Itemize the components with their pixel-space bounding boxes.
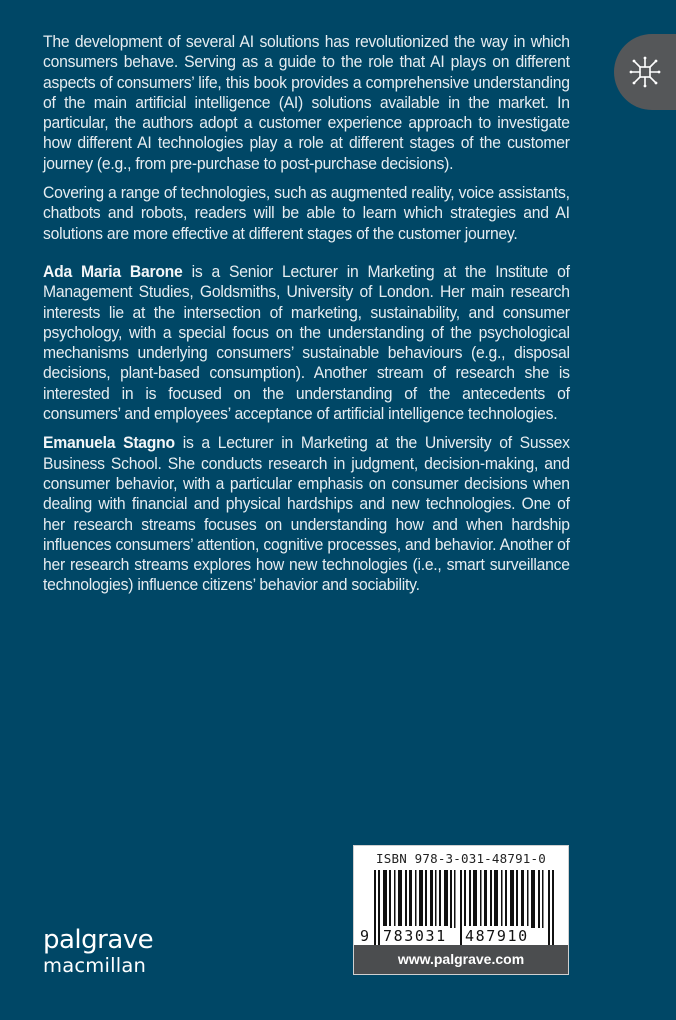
publisher-side-tab [614, 34, 676, 110]
author-bio-text: is a Senior Lecturer in Marketing at the Institute of Management Studies, Goldsmiths, University of London. Her main research interests lie at the intersection of marketing, sustainability, and consumer psychology, with a special focus on the understanding of the psychological mechanisms underlying consumers’ sustainable behaviours (e.g., disposal decisions, plant-based consumption). Another stream of research she is interested in is focused on the understanding of the antecedents of consumers’ and employees’ acceptance of artificial intelligence technologies. [43, 262, 570, 424]
author-name: Emanuela Stagno [43, 434, 175, 453]
logo-palgrave: palgrave [43, 925, 154, 955]
back-cover-text [43, 32, 570, 596]
author-name: Ada Maria Barone [43, 262, 183, 281]
blurb-paragraph-1: The development of several AI solutions has revolutionized the way in which consumers behave. Serving as a guide to the role that AI plays on different aspects of consumers’ life, this book provides a comprehensive understanding of the main artificial intelligence (AI) solutions available in the market. In particular, the authors adopt a customer experience approach to investigate how different AI technologies play a role at different stages of the customer journey (e.g., from pre-purchase to post-purchase decisions). [43, 33, 570, 173]
palgrave-network-icon [628, 55, 662, 89]
ean-lead-digit: 9 [360, 927, 371, 945]
author-bio-1 [43, 262, 570, 424]
ean-right-digits: 487910 [464, 926, 530, 948]
blurb-paragraph-2: Covering a range of technologies, such as augmented reality, voice assistants, chatbots and robots, readers will be able to learn which strategies and AI solutions are more effective at different stages of the customer journey. [43, 184, 570, 243]
logo-macmillan: macmillan [43, 954, 147, 977]
isbn-barcode [353, 845, 569, 975]
ean-left-digits: 783031 [382, 926, 448, 948]
author-bio-2 [43, 433, 570, 595]
publisher-url[interactable]: www.palgrave.com [354, 945, 568, 974]
palgrave-macmillan-logo [43, 926, 153, 977]
author-bio-text: is a Lecturer in Marketing at the University of Sussex Business School. She conducts research in judgment, decision-making, and consumer behavior, with a particular emphasis on consumer decisions when dealing with financial and physical hardships and new technologies. One of her research streams focuses on understanding how and when hardship influences consumers’ attention, cognitive processes, and behavior. Another of her research streams explores how new technologies (i.e., smart surveillance technologies) influence citizens’ behavior and sociability. [43, 434, 570, 595]
isbn-label: ISBN 978-3-031-48791-0 [376, 851, 546, 866]
